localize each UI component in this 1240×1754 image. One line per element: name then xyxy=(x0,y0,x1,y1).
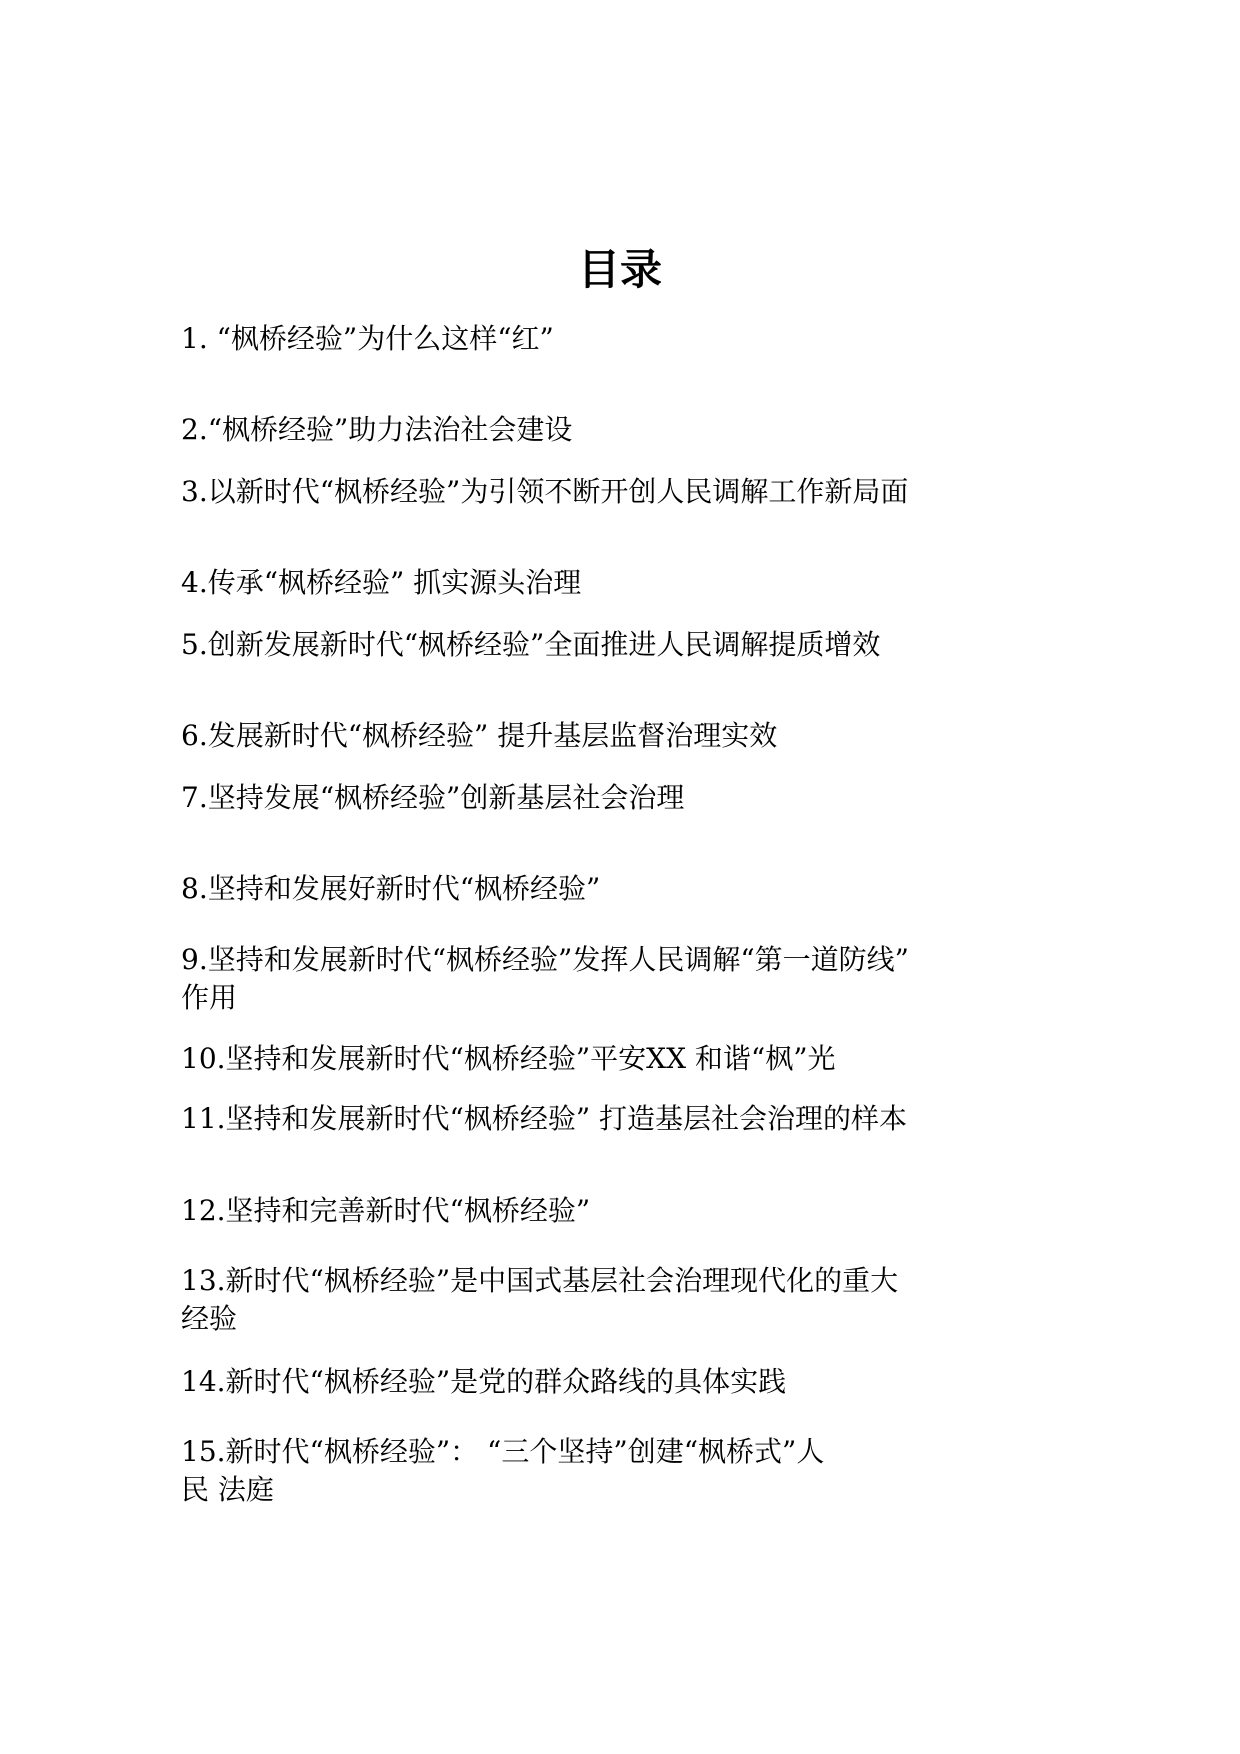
toc-item-12: 12.坚持和完善新时代“枫桥经验” xyxy=(181,1194,591,1227)
toc-item-10: 10.坚持和发展新时代“枫桥经验”平安XX 和谐“枫”光 xyxy=(181,1042,836,1075)
toc-item-4: 4.传承“枫桥经验” 抓实源头治理 xyxy=(181,566,582,599)
toc-item-7: 7.坚持发展“枫桥经验”创新基层社会治理 xyxy=(181,781,685,814)
page-title: 目录 xyxy=(577,245,662,294)
toc-item-6: 6.发展新时代“枫桥经验” 提升基层监督治理实效 xyxy=(181,719,778,752)
toc-item-5: 5.创新发展新时代“枫桥经验”全面推进人民调解提质增效 xyxy=(181,628,881,661)
toc-item-14: 14.新时代“枫桥经验”是党的群众路线的具体实践 xyxy=(181,1365,787,1398)
toc-item-3: 3.以新时代“枫桥经验”为引领不断开创人民调解工作新局面 xyxy=(181,475,909,508)
toc-item-9: 9.坚持和发展新时代“枫桥经验”发挥人民调解“第一道防线” 作用 xyxy=(181,943,909,1014)
toc-item-11: 11.坚持和发展新时代“枫桥经验” 打造基层社会治理的样本 xyxy=(181,1102,908,1135)
toc-item-8: 8.坚持和发展好新时代“枫桥经验” xyxy=(181,872,601,905)
toc-item-13: 13.新时代“枫桥经验”是中国式基层社会治理现代化的重大 经验 xyxy=(181,1264,899,1335)
toc-item-2: 2.“枫桥经验”助力法治社会建设 xyxy=(181,413,573,446)
toc-item-15: 15.新时代“枫桥经验”： “三个坚持”创建“枫桥式”人 民 法庭 xyxy=(181,1435,825,1506)
toc-item-1: 1. “枫桥经验”为什么这样“红” xyxy=(181,322,554,355)
